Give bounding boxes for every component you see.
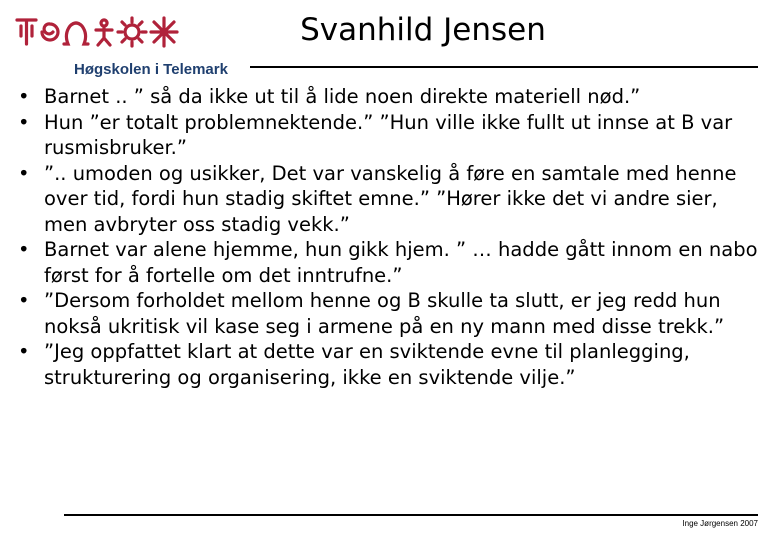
bullet-item [18, 288, 758, 339]
bullet-item [18, 161, 758, 238]
logo-glyphs-icon [14, 14, 184, 48]
logo-text: Høgskolen i Telemark [74, 61, 228, 78]
bullet-item [18, 339, 758, 390]
bullet-dot: • [18, 85, 30, 108]
bullet-dot: • [18, 289, 30, 312]
bullet-text: Barnet var alene hjemme, hun gikk hjem. ” … hadde gått innom en nabo først for å fortelle om det inntrufne.” [44, 238, 758, 287]
bullet-dot: • [18, 238, 30, 261]
bullet-item [18, 110, 758, 161]
page-title: Svanhild Jensen [300, 12, 546, 48]
footer-author: Inge Jørgensen 2007 [682, 519, 758, 528]
bullet-dot: • [18, 161, 30, 185]
bullet-item [18, 237, 758, 288]
bullet-text: ”Jeg oppfattet klart at dette var en sviktende evne til planlegging, strukturering og organisering, ikke en sviktende vilje.” [44, 340, 690, 389]
bullet-item [18, 84, 758, 110]
bullet-text: ”Dersom forholdet mellom henne og B skulle ta slutt, er jeg redd hun nokså ukritisk vil kase seg i armene på en ny mann med disse trekk.” [44, 289, 725, 338]
bullet-text: ”.. umoden og usikker, Det var vanskelig å føre en samtale med henne over tid, fordi hun stadig skiftet emne.” ”Hører ikke det vi andre sier, men avbryter oss stadig vekk.” [44, 161, 737, 236]
title-divider [250, 66, 758, 68]
bullet-text: Hun ”er totalt problemnektende.” ”Hun ville ikke fullt ut innse at B var rusmisbruker.” [44, 110, 733, 159]
bullet-text: Barnet .. ” så da ikke ut til å lide noen direkte materiell nød.” [44, 85, 641, 108]
bullet-list [18, 84, 758, 390]
footer-divider [64, 514, 758, 516]
logo [14, 14, 250, 78]
bullet-dot: • [18, 110, 30, 134]
bullet-dot: • [18, 340, 30, 363]
